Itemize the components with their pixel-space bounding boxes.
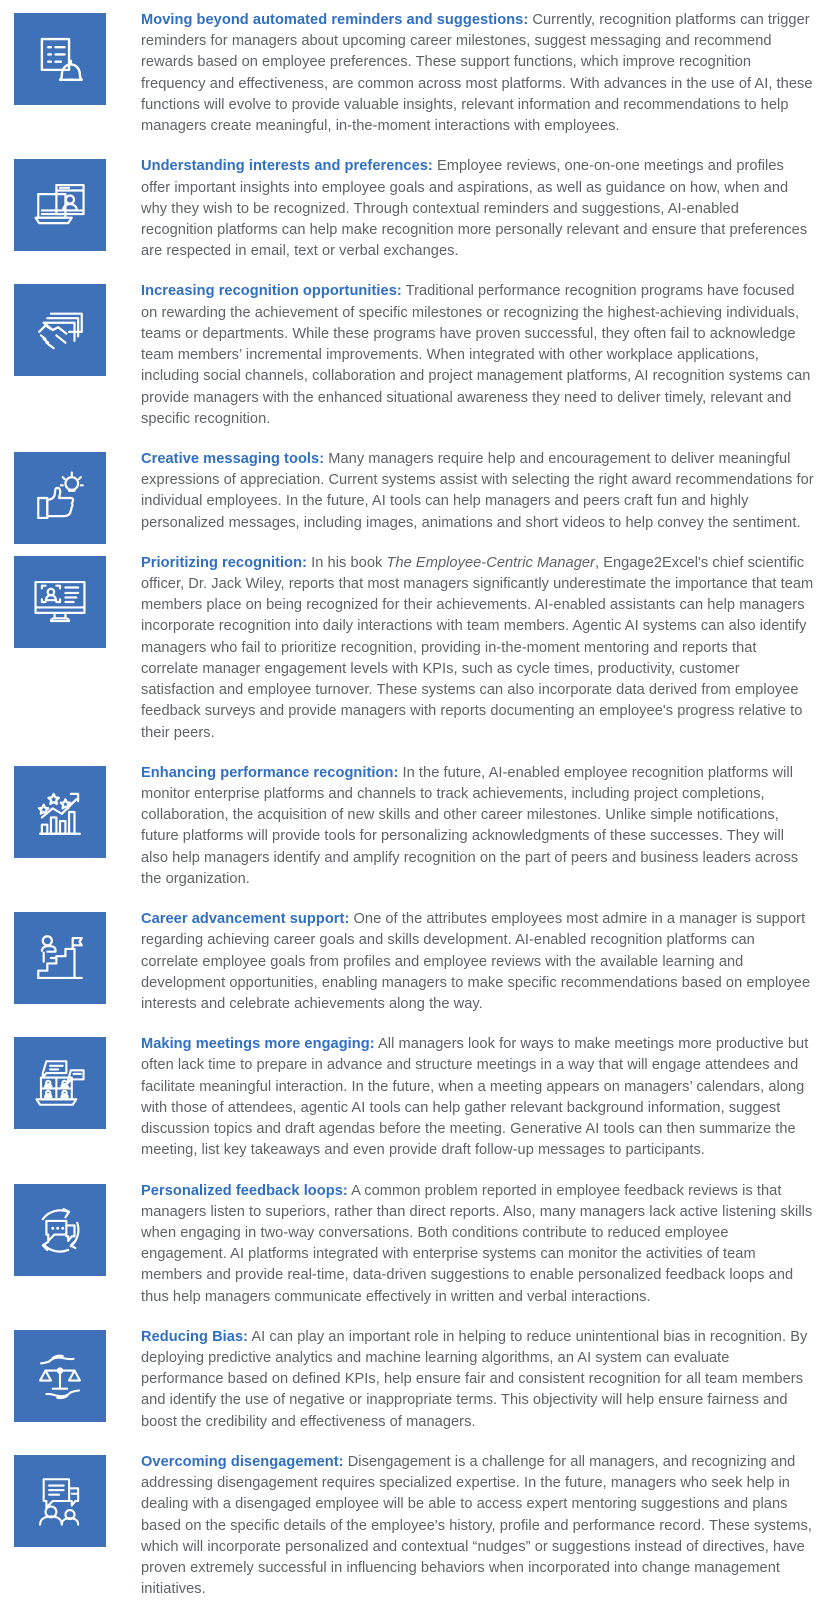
section-heading: Prioritizing recognition: (141, 554, 308, 571)
section-text: Disengagement is a challenge for all managers, and recognizing and addressing disengagement requires specialized expertise. In the future, managers who seek help in dealing with a disengaged employee will be able to access expert mentoring suggestions and plans based on the specific details of the employee's history, profile and performance record. These systems, which will incorporate personalized and contextual “nudges” or suggestions instead of directives, have proven extremely successful in influencing behaviors when incorporated into change management initiatives. (141, 1453, 812, 1598)
icon-column (14, 551, 108, 648)
text-column (108, 1450, 816, 1618)
section-heading: Career advancement support: (141, 911, 350, 928)
text-column (108, 551, 816, 761)
icon-column (14, 1032, 108, 1129)
section-text: Currently, recognition platforms can trigger reminders for managers about upcoming career milestones, suggest messaging and recommend rewards based on employee preferences. These support functions, which improve recognition frequency and effectiveness, are common across most platforms. With advances in the use of AI, these functions will evolve to provide valuable insights, relevant information and recommendations to help managers create meaningful, in-the-moment interactions with employees. (141, 12, 813, 135)
handshake-documents-icon (14, 284, 106, 376)
section-paragraph (141, 281, 814, 430)
text-column (108, 1325, 816, 1450)
video-meeting-participants-icon (14, 1037, 106, 1129)
list-item (14, 8, 816, 154)
text-column (108, 154, 816, 279)
icon-column (14, 1179, 108, 1276)
icon-column (14, 1325, 108, 1422)
text-column (108, 447, 816, 551)
list-item (14, 1450, 816, 1618)
list-item (14, 447, 816, 551)
document-chat-people-icon (14, 1455, 106, 1547)
text-column (108, 1179, 816, 1325)
balance-scale-hands-icon (14, 1330, 106, 1422)
section-paragraph (141, 909, 814, 1015)
icon-column (14, 1450, 108, 1547)
section-text: One of the attributes employees most admire in a manager is support regarding achieving career goals and skills development. AI-enabled recognition platforms can correlate employee goals from profiles and employee reviews with the available learning and development opportunities, enabling managers to make specific recommendations based on employee interests and celebrate achievements along the way. (141, 911, 811, 1012)
icon-column (14, 154, 108, 251)
section-heading: Increasing recognition opportunities: (141, 283, 402, 300)
list-item (14, 1179, 816, 1325)
feedback-loop-chat-icon (14, 1184, 106, 1276)
section-text-post: , Engage2Excel's chief scientific officer, Dr. Jack Wiley, reports that most managers significantly underestimate the importance that team members place on being recognized for their achievements. AI-enabled assistants can help managers incorporate recognition into daily interactions with team members. Agentic AI systems can also identify managers who fail to prioritize recognition, providing in-the-moment mentoring and reports that correlate manager engagement levels with KPIs, such as cycle times, productivity, customer satisfaction and employee turnover. These systems can also incorporate data derived from employee feedback surveys and provide managers with reports documenting an employee's progress relative to their peers. (141, 554, 814, 741)
section-text: In the future, AI-enabled employee recognition platforms will monitor enterprise platforms and channels to track achievements, including project completions, collaboration, the acquisition of new skills and other career milestones. Unlike simple notifications, future platforms will provide tools for personalizing acknowledgments of these successes. They will also help managers identify and amplify recognition on the part of peers and business leaders across the organization. (141, 764, 799, 887)
list-item (14, 1032, 816, 1178)
text-column (108, 1032, 816, 1178)
list-item (14, 551, 816, 761)
section-text: All managers look for ways to make meetings more productive but often lack time to prepare in advance and structure meetings in a way that will engage attendees and facilitate meaningful interaction. In the future, when a meeting appears on managers’ calendars, along with those of attendees, agentic AI tools can help gather relevant background information, suggest discussion topics and draft agendas before the meeting. Generative AI tools can then summarize the meeting, list key takeaways and even provide draft follow-up messages to participants. (141, 1036, 809, 1159)
section-paragraph (141, 1452, 814, 1601)
section-paragraph (141, 553, 814, 744)
section-heading: Moving beyond automated reminders and suggestions: (141, 12, 529, 28)
document-checklist-bell-icon (14, 13, 106, 105)
section-text: A common problem reported in employee feedback reviews is that managers listen to superiors, rather than direct reports. Also, many managers lack active listening skills when engaging in two-way conversations. Both conditions contribute to reduced employee engagement. AI platforms integrated with enterprise systems can monitor the activities of team members and provide real-time, data-driven suggestions to enable personalized feedback loops and thus help managers communicate effectively in written and verbal interactions. (141, 1182, 813, 1305)
text-column (108, 761, 816, 907)
section-text: AI can play an important role in helping to reduce unintentional bias in recognition. By deploying predictive analytics and machine learning algorithms, an AI system can evaluate performance based on defined KPIs, help ensure fair and consistent recognition for all team members and identify the use of negative or inappropriate terms. This objectivity will help ensure fairness and boost the credibility and effectiveness of managers. (141, 1328, 808, 1430)
section-heading: Enhancing performance recognition: (141, 764, 399, 781)
list-item (14, 1325, 816, 1450)
text-column (108, 907, 816, 1032)
section-paragraph (141, 449, 814, 534)
list-item (14, 907, 816, 1032)
icon-column (14, 447, 108, 544)
list-item (14, 761, 816, 907)
icon-column (14, 8, 108, 105)
text-column (108, 279, 816, 447)
monitor-profile-scan-icon (14, 556, 106, 648)
section-paragraph (141, 10, 814, 137)
book-title: The Employee-Centric Manager (386, 554, 595, 571)
list-item (14, 279, 816, 447)
section-heading: Overcoming disengagement: (141, 1453, 344, 1470)
section-paragraph (141, 1181, 814, 1308)
section-paragraph (141, 1034, 814, 1161)
list-item (14, 154, 816, 279)
section-paragraph (141, 1327, 814, 1433)
bar-chart-stars-growth-icon (14, 766, 106, 858)
icon-column (14, 761, 108, 858)
video-profile-window-icon (14, 159, 106, 251)
section-heading: Reducing Bias: (141, 1328, 249, 1345)
thumbs-up-lightbulb-icon (14, 452, 106, 544)
section-text-pre: In his book (307, 554, 387, 571)
section-heading: Making meetings more engaging: (141, 1036, 375, 1053)
section-text: Many managers require help and encouragement to deliver meaningful expressions of appreciation. Current systems assist with selecting the right award recommendations for individual employees. In the future, AI tools can help managers and peers craft fun and highly personalized messages, including images, animations and short videos to help convey the sentiment. (141, 450, 814, 531)
section-heading: Understanding interests and preferences: (141, 158, 433, 175)
text-column (108, 8, 816, 154)
section-text: Employee reviews, one-on-one meetings and profiles offer important insights into employee goals and aspirations, as well as guidance on how, when and why they wish to be recognized. Through contextual reminders and suggestions, AI-enabled recognition platforms can help make recognition more personally relevant and ensure that preferences are respected in email, text or verbal exchanges. (141, 158, 808, 260)
person-climbing-stairs-flag-icon (14, 912, 106, 1004)
icon-column (14, 279, 108, 376)
section-heading: Personalized feedback loops: (141, 1182, 348, 1199)
section-text: Traditional performance recognition programs have focused on rewarding the achievement of specific milestones or recognizing the highest-achieving individuals, teams or departments. While these programs have proven successful, they often fail to acknowledge team members’ incremental improvements. When integrated with other workplace applications, including social channels, collaboration and project management platforms, AI recognition systems can provide managers with the enhanced situational awareness they need to deliver timely, relevant and specific recognition. (141, 283, 811, 427)
section-paragraph (141, 763, 814, 890)
section-heading: Creative messaging tools: (141, 450, 325, 467)
icon-column (14, 907, 108, 1004)
section-paragraph (141, 156, 814, 262)
